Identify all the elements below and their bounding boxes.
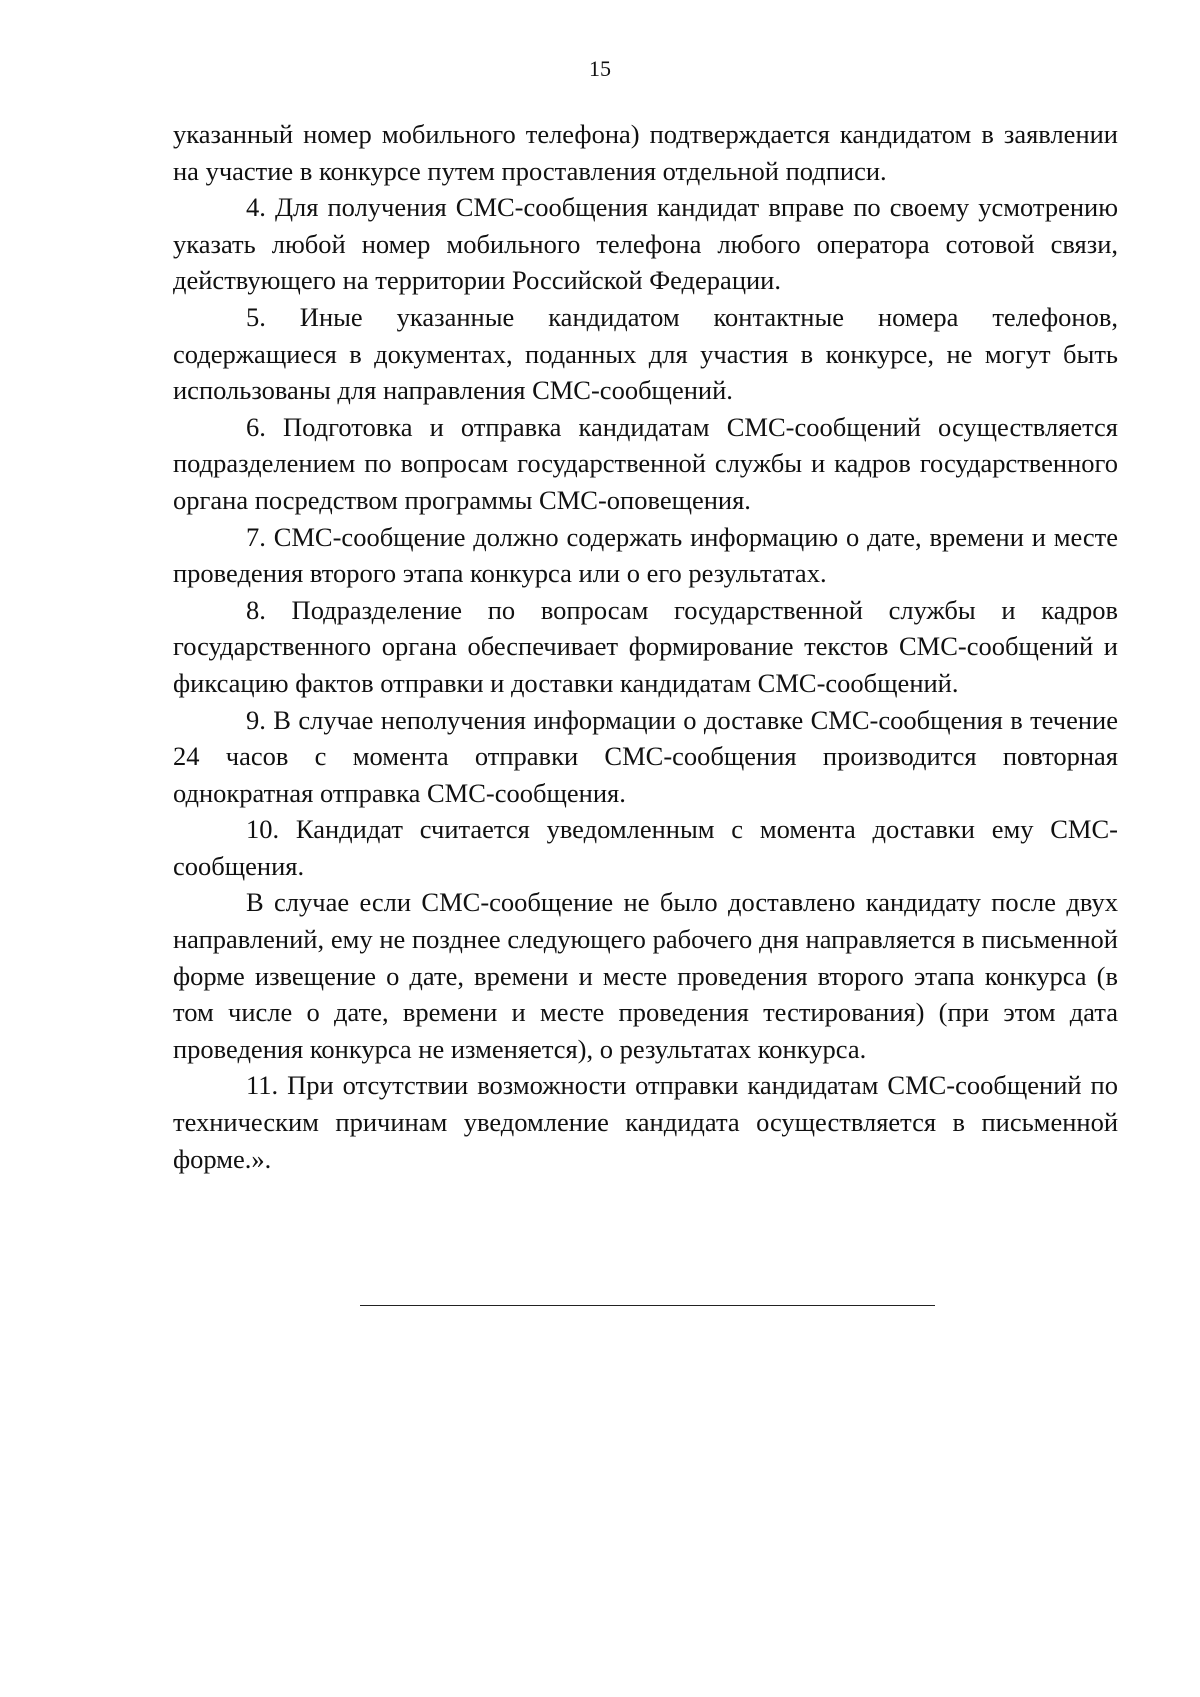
document-body: [173, 116, 1118, 1177]
paragraph-item-11: 11. При отсутствии возможности отправки кандидатам СМС-сообщений по техническим причинам уведомление кандидата осуществляется в письменной форме.».: [173, 1070, 1118, 1174]
end-of-document-rule: [360, 1305, 935, 1306]
paragraph-item-10: 10. Кандидат считается уведомленным с момента доставки ему СМС-сообщения.: [173, 814, 1118, 881]
paragraph-item-4: 4. Для получения СМС-сообщения кандидат вправе по своему усмотрению указать любой номер мобильного телефона любого оператора сотовой связи, действующего на территории Российской Федерации.: [173, 192, 1118, 296]
paragraph-item-10-continuation: В случае если СМС-сообщение не было доставлено кандидату после двух направлений, ему не позднее следующего рабочего дня направляется в письменной форме извещение о дате, времени и месте проведения второго этапа конкурса (в том числе о дате, времени и месте проведения тестирования) (при этом дата проведения конкурса не изменяется), о результатах конкурса.: [173, 887, 1118, 1064]
paragraph-item-8: 8. Подразделение по вопросам государственной службы и кадров государственного органа обеспечивает формирование текстов СМС-сообщений и фиксацию фактов отправки и доставки кандидатам СМС-сообщений.: [173, 594, 1118, 698]
paragraph-continuation: указанный номер мобильного телефона) подтверждается кандидатом в заявлении на участие в конкурсе путем проставления отдельной подписи.: [173, 119, 1118, 186]
paragraph-item-9: 9. В случае неполучения информации о доставке СМС-сообщения в течение 24 часов с момента отправки СМС-сообщения производится повторная однократная отправка СМС-сообщения.: [173, 704, 1118, 808]
paragraph-item-5: 5. Иные указанные кандидатом контактные номера телефонов, содержащиеся в документах, поданных для участия в конкурсе, не могут быть использованы для направления СМС-сообщений.: [173, 301, 1118, 406]
page-number: 15: [589, 56, 611, 81]
paragraph-item-7: 7. СМС-сообщение должно содержать информацию о дате, времени и месте проведения второго этапа конкурса или о его результатах.: [173, 521, 1118, 589]
paragraph-item-6: 6. Подготовка и отправка кандидатам СМС-сообщений осуществляется подразделением по вопросам государственной службы и кадров государственного органа посредством программы СМС-оповещения.: [173, 411, 1118, 515]
